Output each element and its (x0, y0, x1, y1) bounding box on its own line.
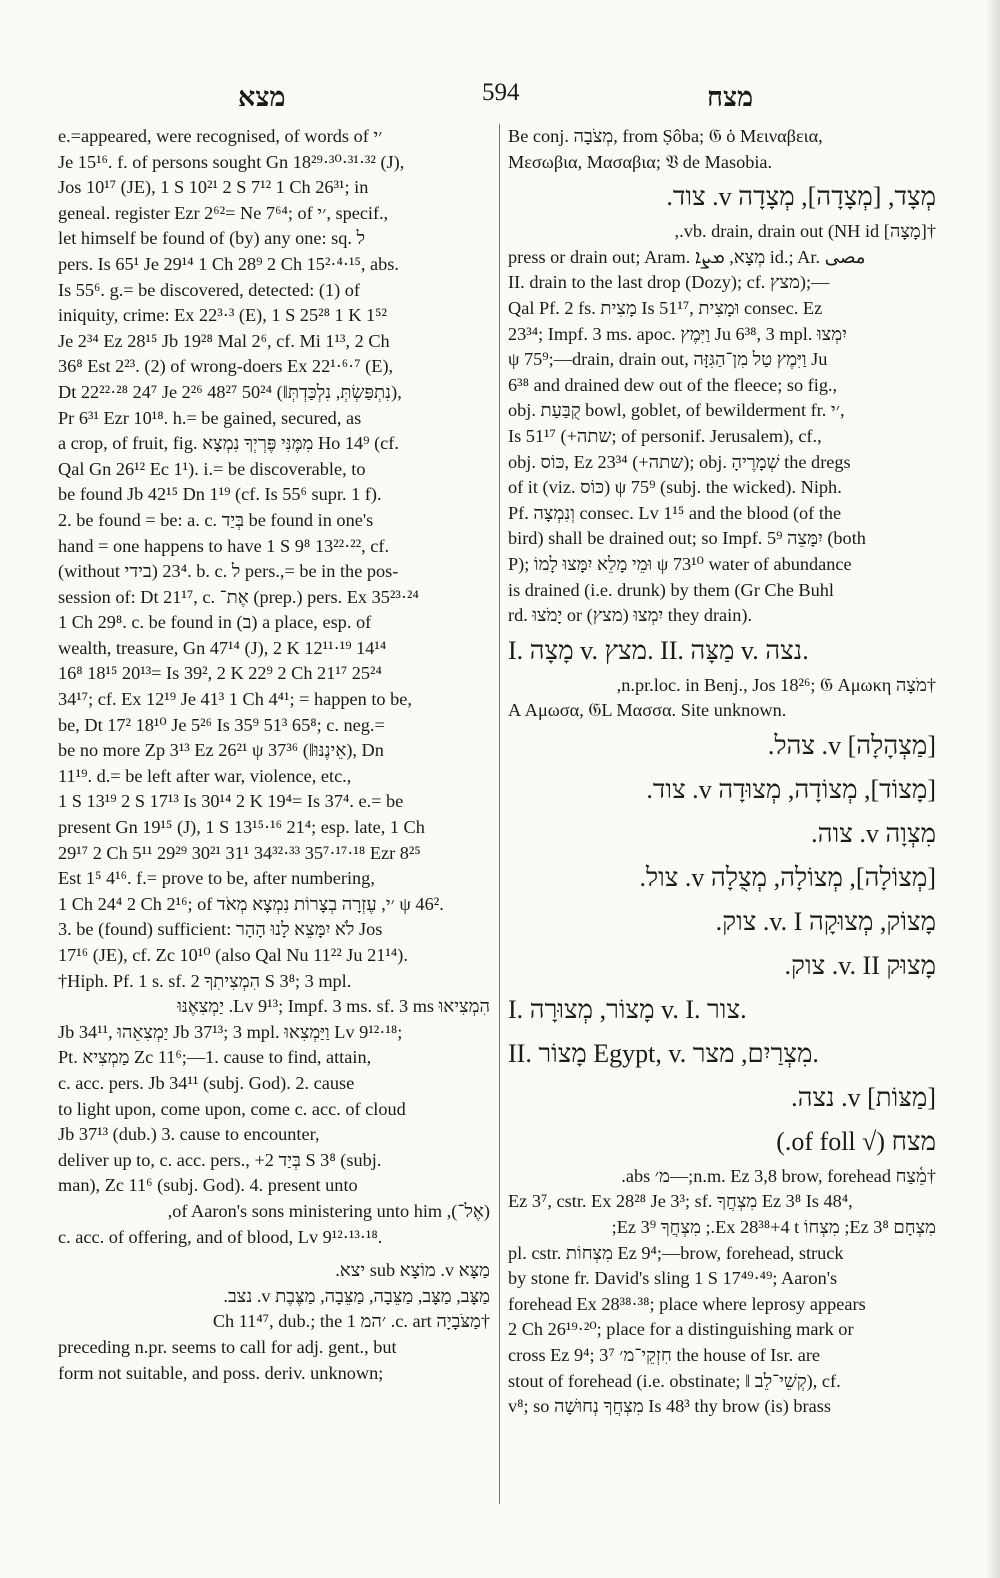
left-column-body (58, 124, 490, 1250)
headword-entry: מצח (√ of foll.) (776, 1126, 936, 1156)
right-entries-c (508, 724, 936, 1164)
text-line: 1 Ch 29⁸. c. be found in (ב) a place, esp. of (58, 612, 372, 633)
text-line: 2 Ch 26¹⁹·²⁰; place for a distinguishing mark or (508, 1319, 854, 1340)
spacer (58, 1250, 490, 1258)
text-line: rd. יָמֹצוּ or יִמְצוּ (מצץ) they drain). (508, 605, 753, 626)
text-line: be, Dt 17² 18¹⁰ Je 5²⁶ Is 35⁹ 51³ 65⁸; c. neg.= (58, 714, 385, 735)
text-line: present Gn 19¹⁵ (J), 1 S 13¹⁵·¹⁶ 21⁴; esp. late, 1 Ch (58, 817, 425, 838)
text-line: Jos 10¹⁷ (JE), 1 S 10²¹ 2 S 7¹² 1 Ch 26³¹; in (58, 177, 369, 198)
headword-entry: [מַצּוֹת] v. נצה. (791, 1082, 936, 1112)
text-line: (אֶל־), of Aaron's sons ministering unto him, (167, 1200, 490, 1221)
text-line: is drained (i.e. drunk) by them (Gr Che Buhl (508, 579, 834, 600)
text-line: Pf. וְנִמְצָה consec. Lv 1¹⁵ and the blood (of the (508, 502, 842, 523)
text-line: bird) shall be drained out; so Impf. יִמָּצֵה 5⁹ (both (508, 528, 866, 549)
headword-entry: I. מָצָה v. מצץ. II. מַצָּה v. נצה. (508, 635, 809, 665)
running-head-right: מצח (707, 82, 754, 112)
text-line: to light upon, come upon, come c. acc. of cloud (58, 1098, 406, 1119)
entry-line: †מַצֹּבָיָה c. art. ׳המ 1 Ch 11⁴⁷, dub.; the (212, 1311, 490, 1332)
text-line: Jb 37¹³ (dub.) 3. cause to encounter, (58, 1124, 320, 1145)
headword-entry: מְצָד, [מְצָדָה], מְצָדָה v. צוד. (666, 182, 936, 212)
text-line: A Αμωσα, 𝔊L Μασσα. Site unknown. (508, 700, 787, 721)
text-line: Je 2³⁴ Ez 28¹⁵ Jb 19²⁸ Mal 2⁶, cf. Mi 1¹³, 2 Ch (58, 330, 390, 351)
text-line: geneal. register Ezr 2⁶²= Ne 7⁶⁴; of ׳י, specif., (58, 202, 389, 223)
text-line: †Hiph. Pf. 1 s. sf. הִמְצִיתִךָ 2 S 3⁸; 3 mpl. (58, 970, 352, 991)
text-line: session of: Dt 21¹⁷, c. אֶת־ (prep.) pers. Ex 35²³·²⁴ (58, 586, 419, 607)
text-line: press or drain out; Aram. מְצָא, ܡܨܐ id.; Ar. مصى (508, 246, 866, 267)
left-column-tail (58, 1258, 490, 1386)
text-line: 17¹⁶ (JE), cf. Zc 10¹⁰ (also Qal Nu 11²² Ju 21¹⁴). (58, 945, 408, 965)
right-column-entry-matsah (508, 219, 936, 629)
text-line: Je 15¹⁶. f. of persons sought Gn 18²⁹·³⁰·³¹·³² (J), (58, 151, 405, 172)
text-line: הִמְצִיאוּ Lv 9¹³; Impf. 3 ms. sf. 3 ms. יַמְצִאֶנּוּ (177, 996, 490, 1017)
text-line: be found Jb 42¹⁵ Dn 1¹⁹ (cf. Is 55⁶ supr. 1 f). (58, 484, 382, 505)
text-line: 11¹⁹. d.= be left after war, violence, etc., (58, 765, 352, 786)
headword-entry: II. מָצוֹר Egypt, v. מִצְרַיִם, מצר. (508, 1038, 819, 1068)
text-line: pers. Is 65¹ Je 29¹⁴ 1 Ch 28⁹ 2 Ch 15²·⁴·¹⁵, abs. (58, 253, 399, 274)
text-line: P); וּמֵי מָלֵא יִמָּצוּ לָמוֹ ψ 73¹⁰ water of abundance (508, 553, 852, 574)
headword-entry: [מַצְהָלָה] v. צהל. (767, 730, 936, 760)
headword-entry: מָצוֹק, מְצוּקָה v. I. צוק. (715, 906, 936, 936)
entry-line: מַצָּב, מַצָּב, מַצֵּבָה, מַצֵּבָה, מַצֶּבֶת v. נצב. (223, 1285, 490, 1306)
right-column-entry-motsah (508, 673, 936, 724)
text-line: 34¹⁷; cf. Ex 12¹⁹ Je 41³ 1 Ch 4⁴¹; = happen to be, (58, 689, 412, 710)
headword-entry: [מְצוֹלָה], מְצוֹלָה, מְצֻלָה v. צול. (639, 862, 936, 892)
text-line: a crop, of fruit, fig. מִמֶּנִּי פֶּרְיְךָ נִמְצָא Ho 14⁹ (cf. (58, 433, 399, 454)
text-line: c. acc. of offering, and of blood, Lv 9¹²·¹³·¹⁸. (58, 1226, 383, 1247)
text-line: hand = one happens to have 1 S 9⁸ 13²²·²², cf. (58, 535, 390, 556)
text-line: Dt 22²²·²⁸ 24⁷ Je 2²⁶ 48²⁷ 50²⁴ (‖נִתְפַּשְׂתְּ, נִלְכַּדְתְּ), (58, 381, 402, 402)
text-line: II. drain to the last drop (Dozy); cf. מצץ);— (508, 272, 830, 293)
headword-entry: מָצוּק v. II. צוק. (784, 950, 936, 980)
text-line: c. acc. pers. Jb 34¹¹ (subj. God). 2. cause (58, 1072, 355, 1093)
page-number: 594 (482, 79, 520, 106)
text-line: Qal Gn 26¹² Ec 1¹). i.= be discoverable, to (58, 458, 366, 479)
text-line: deliver up to, c. acc. pers., +בְּיַד 2 S 3⁸ (subj. (58, 1149, 382, 1170)
text-line: obj. כּוֹס, Ez 23³⁴ (+שתה); obj. שְׁמָרֶיהָ the dregs (508, 451, 851, 472)
right-column-entry-metsah (508, 1164, 936, 1420)
text-line: (without בידי) 23⁴. b. c. ל pers.,= be in the pos- (58, 561, 399, 582)
text-line: 6³⁸ and drained dew out of the fleece; so fig., (508, 374, 838, 395)
right-entries-a (508, 175, 936, 219)
text-line: Est 1⁵ 4¹⁶. f.= prove to be, after numbering, (58, 868, 375, 889)
text-line: v⁸; so מִצְחֲךָ נְחוּשָׁה Is 48³ thy brow (is) brass (508, 1396, 831, 1417)
text-line: מִצְחָם Ez 3⁸; מִצְחוֹ Ex 28³⁸+4 t.; מִצְחֲךָ Ez 3⁹; (611, 1217, 936, 1238)
text-line: Qal Pf. 2 fs. מָצִית Is 51¹⁷, וּמָצִית consec. Ez (508, 297, 823, 318)
text-line: forehead Ex 28³⁸·³⁸; place where leprosy appears (508, 1293, 866, 1314)
text-line: Is 55⁶. g.= be discovered, detected: (1) of (58, 279, 360, 300)
text-line: man), Zc 11⁶ (subj. God). 4. present unto (58, 1175, 358, 1196)
text-line: by stone fr. David's sling 1 S 17⁴⁹·⁴⁹; Aaron's (508, 1268, 838, 1289)
entry-line: preceding n.pr. seems to call for adj. gent., but (58, 1336, 397, 1357)
text-line: 23³⁴; Impf. 3 ms. apoc. וַיִּמֶץ Ju 6³⁸, 3 mpl. יִמְצוּ (508, 323, 847, 344)
text-line: of it (viz. כּוֹס) ψ 75⁹ (subj. the wicked). Niph. (508, 477, 842, 498)
left-column (58, 124, 490, 1386)
text-line: let himself be found of (by) any one: sq. ל (58, 228, 366, 249)
text-line: 3. be (found) sufficient: לֹא יִמָּצֵא לָנוּ הָהָר Jos (58, 919, 383, 940)
text-line: be no more Zp 3¹³ Ez 26²¹ ψ 37³⁶ (‖אֵינֶנּוּ), Dn (58, 740, 384, 761)
headword-entry: [מָצוֹד], מְצוֹדָה, מְצוּדָה v. צוד. (646, 774, 936, 804)
text-line: †[מָצָה] vb. drain, drain out (NH id., (674, 221, 936, 242)
text-line: wealth, treasure, Gn 47¹⁴ (J), 2 K 12¹¹·¹⁹ 14¹⁴ (58, 637, 387, 658)
text-line: Is 51¹⁷ (+שתה; of personif. Jerusalem), cf., (508, 425, 822, 446)
text-line: Μεσωβια, Μασαβια; 𝔙 de Masobia. (508, 151, 773, 172)
text-line: 1 Ch 24⁴ 2 Ch 2¹⁶; of ׳י, עֶזְרָה בְצָרוֹת נִמְצָא מְאֹד ψ 46². (58, 893, 444, 914)
text-line: iniquity, crime: Ex 22³·³ (E), 1 S 25²⁸ 1 K 1⁵² (58, 305, 387, 326)
text-line: cross Ez 9⁴; חִזְקֵי־מ׳ 3⁷ the house of Isr. are (508, 1345, 821, 1366)
text-line: pl. cstr. מִצְחוֹת Ez 9⁴;—brow, forehead, struck (508, 1242, 844, 1263)
text-line: Pt. מַמְצִיא Zc 11⁶;—1. cause to find, attain, (58, 1047, 372, 1068)
text-line: e.=appeared, were recognised, of words of ׳י (58, 126, 383, 146)
running-head-left: מצא (238, 82, 286, 112)
right-entries-b (508, 629, 936, 673)
text-line: †מֹצָה n.pr.loc. in Benj., Jos 18²⁶; 𝔊 Αμωκη, (616, 674, 936, 695)
text-line: Be conj. מְצֹבָה, from Ṣôba; 𝔊 ὁ Μειναβεια, (508, 126, 823, 146)
headword-entry: מִצְוָה v. צוה. (811, 818, 936, 848)
text-line: obj. קֻבַּעַת bowl, goblet, of bewilderment fr. ׳י, (508, 400, 845, 421)
text-line: Jb 34¹¹, יַמְצִאֵהוּ Jb 37¹³; 3 mpl. וַיַּמְצִאוּ Lv 9¹²·¹⁸; (58, 1021, 403, 1042)
entry-line: form not suitable, and poss. deriv. unknown; (58, 1362, 384, 1383)
text-line: ψ 75⁹;—drain, drain out, וַיִּמֶץ טַל מִן־הַגִּזָּה Ju (508, 349, 828, 370)
headword-entry: I. מָצוֹר, מְצוּרָה v. I. צור. (508, 994, 747, 1024)
text-line: †מֵ֫צַח n.m. Ez 3,8 brow, forehead;—מ׳ abs. (621, 1165, 936, 1186)
text-line: 29¹⁷ 2 Ch 5¹¹ 29²⁹ 30²¹ 31¹ 34³²·³³ 35⁷·¹⁷·¹⁸ Ezr 8²⁵ (58, 842, 421, 863)
text-line: Pr 6³¹ Ezr 10¹⁸. h.= be gained, secured, as (58, 407, 362, 428)
right-column (508, 124, 936, 1420)
text-line: 1 S 13¹⁹ 2 S 17¹³ Is 30¹⁴ 2 K 19⁴= Is 37⁴. e.= be (58, 791, 404, 812)
column-divider (499, 124, 500, 1504)
right-column-intro (508, 124, 936, 175)
text-line: Ez 3⁷, cstr. Ex 28²⁸ Je 3³; sf. מִצְחֲךָ Ez 3⁸ Is 48⁴, (508, 1191, 853, 1212)
text-line: 2. be found = be: a. c. בְּיַד be found in one's (58, 509, 374, 530)
text-line: stout of forehead (i.e. obstinate; ‖ קְשֵׁי־לֵב), cf. (508, 1370, 841, 1391)
text-line: 16⁸ 18¹⁵ 20¹³= Is 39², 2 K 22⁹ 2 Ch 21¹⁷ 25²⁴ (58, 663, 382, 684)
text-line: 36⁸ Est 2²³. (2) of wrong-doers Ex 22¹·⁶·⁷ (E), (58, 356, 394, 377)
entry-line: מַצָּא v. מוֹצָא sub יצא. (335, 1260, 490, 1281)
